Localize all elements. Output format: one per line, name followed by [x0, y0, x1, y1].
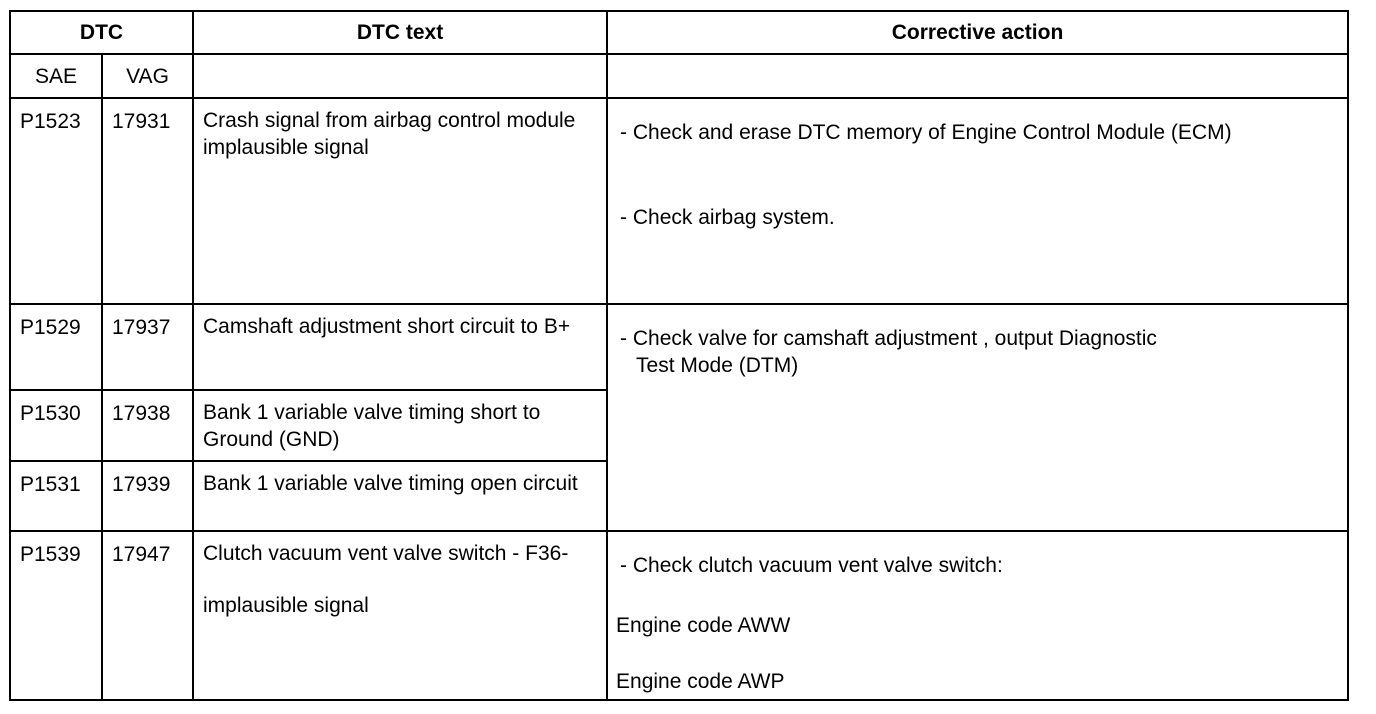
sae-code: P1539 [10, 531, 102, 700]
corrective-action-cell [607, 304, 1348, 531]
action-line: - Check and erase DTC memory of Engine Control Module (ECM) [620, 121, 1232, 144]
dtc-text-cell [193, 531, 607, 700]
subheader-sae: SAE [10, 54, 102, 98]
subheader-row [10, 54, 1348, 98]
vag-code: 17938 [102, 390, 193, 461]
header-dtc-text: DTC text [193, 11, 607, 54]
subheader-empty-action [607, 54, 1348, 98]
vag-code: 17931 [102, 98, 193, 304]
action-line: - Check clutch vacuum vent valve switch: [620, 554, 1003, 577]
action-line: Engine code AWW [616, 614, 791, 637]
action-line: Test Mode (DTM) [636, 354, 799, 377]
vag-code: 17937 [102, 304, 193, 390]
sae-code: P1523 [10, 98, 102, 304]
header-row [10, 11, 1348, 54]
action-line: - Check valve for camshaft adjustment , output Diagnostic [620, 327, 1157, 350]
corrective-action-cell [607, 98, 1348, 304]
dtc-text: Bank 1 variable valve timing open circuit [193, 461, 607, 531]
header-corrective-action: Corrective action [607, 11, 1348, 54]
dtc-text: Camshaft adjustment short circuit to B+ [193, 304, 607, 390]
dtc-table [9, 10, 1349, 701]
sae-code: P1530 [10, 390, 102, 461]
vag-code: 17939 [102, 461, 193, 531]
header-dtc: DTC [10, 11, 193, 54]
dtc-text: implausible signal [203, 594, 369, 617]
dtc-text: Crash signal from airbag control module implausible signal [193, 98, 607, 304]
corrective-action-cell [607, 531, 1348, 700]
sae-code: P1529 [10, 304, 102, 390]
table-row [10, 304, 1348, 390]
subheader-empty-text [193, 54, 607, 98]
sae-code: P1531 [10, 461, 102, 531]
action-line: Engine code AWP [616, 670, 785, 693]
table-row [10, 531, 1348, 700]
action-line: - Check airbag system. [620, 206, 835, 229]
dtc-text: Bank 1 variable valve timing short to Ground (GND) [193, 390, 607, 461]
table-row [10, 98, 1348, 304]
subheader-vag: VAG [102, 54, 193, 98]
vag-code: 17947 [102, 531, 193, 700]
dtc-text: Clutch vacuum vent valve switch - F36- [203, 542, 569, 565]
